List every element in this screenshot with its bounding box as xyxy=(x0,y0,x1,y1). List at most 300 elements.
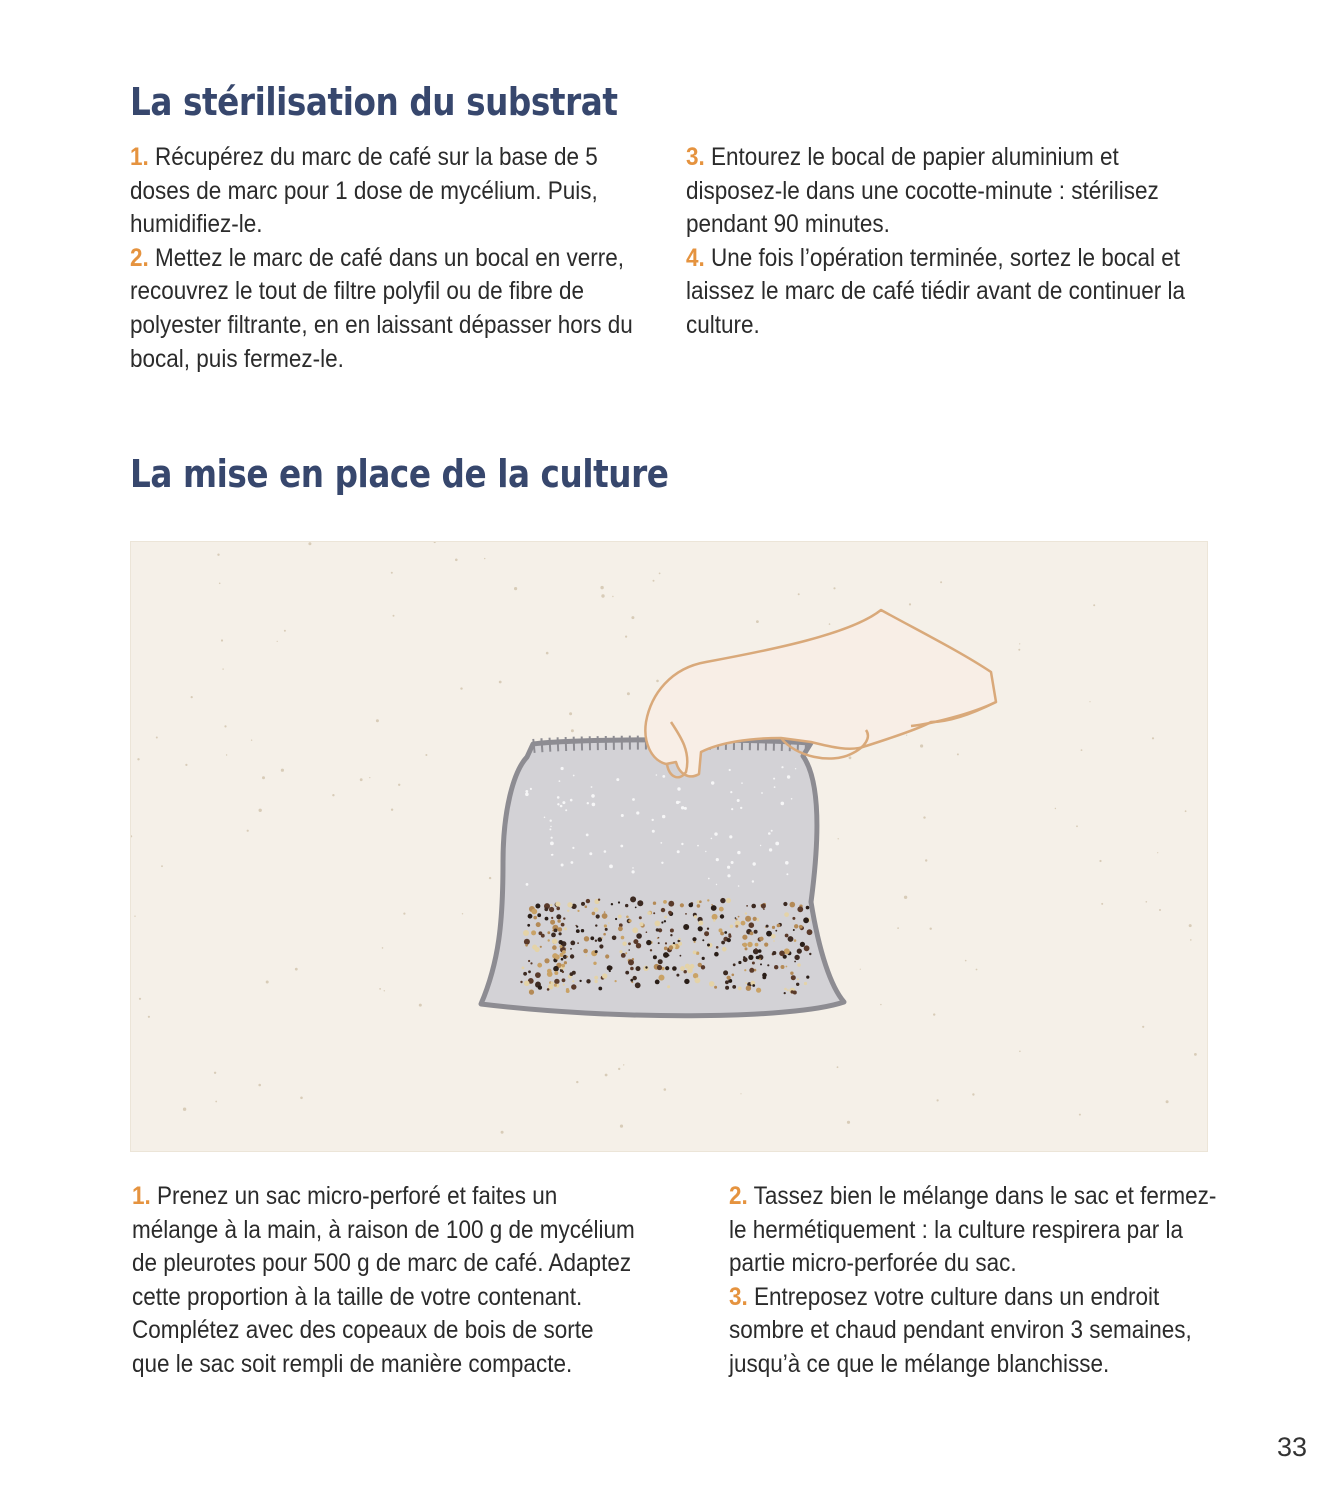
step-number: 1. xyxy=(132,1182,151,1210)
coffee-particle xyxy=(583,949,588,954)
coffee-particle xyxy=(806,976,809,979)
coffee-particle xyxy=(633,976,637,980)
coffee-particle xyxy=(774,965,778,969)
coffee-particle xyxy=(784,912,789,917)
coffee-particle xyxy=(559,940,563,944)
paper-speckle xyxy=(183,1108,186,1111)
paper-speckle xyxy=(1185,810,1187,812)
coffee-particle xyxy=(732,974,735,977)
paper-speckle xyxy=(214,1072,216,1074)
bag-perforation xyxy=(697,845,699,847)
paper-speckle xyxy=(1166,1100,1169,1103)
paper-speckle xyxy=(137,758,139,760)
coffee-particle xyxy=(560,945,563,948)
paper-speckle xyxy=(219,583,221,585)
paper-speckle xyxy=(909,603,911,605)
paper-speckle xyxy=(161,865,163,867)
coffee-particle xyxy=(775,930,777,932)
coffee-particle xyxy=(747,942,752,947)
paper-speckle xyxy=(1019,643,1020,644)
bag-perforation xyxy=(738,885,740,887)
coffee-particle xyxy=(683,924,689,930)
coffee-particle xyxy=(594,907,599,912)
coffee-particle xyxy=(697,904,701,908)
paper-speckle xyxy=(1142,1026,1144,1028)
paper-speckle xyxy=(880,1004,881,1005)
coffee-particle xyxy=(752,962,755,965)
coffee-particle xyxy=(745,982,747,984)
coffee-particle xyxy=(547,969,552,974)
coffee-particle xyxy=(690,964,695,969)
coffee-particle xyxy=(794,961,796,963)
coffee-particle xyxy=(567,902,572,907)
step-item xyxy=(130,141,648,242)
coffee-particle xyxy=(636,933,642,939)
bag-perforation xyxy=(711,781,714,784)
coffee-particle xyxy=(689,903,694,908)
bag-perforation xyxy=(729,769,731,771)
bag-perforation xyxy=(586,834,589,837)
bag-perforation xyxy=(550,820,552,822)
coffee-particle xyxy=(676,974,679,977)
coffee-particle xyxy=(746,986,751,991)
bag-perforation xyxy=(571,861,574,864)
coffee-particle xyxy=(618,901,620,903)
bag-perforation xyxy=(656,774,658,776)
paper-speckle xyxy=(262,776,265,779)
coffee-particle xyxy=(554,984,557,987)
coffee-particle xyxy=(630,967,634,971)
paper-speckle xyxy=(217,554,219,556)
coffee-particle xyxy=(664,920,666,922)
paper-speckle xyxy=(419,1004,422,1007)
bag-perforation xyxy=(620,845,623,848)
paper-speckle xyxy=(156,737,158,739)
paper-speckle xyxy=(139,998,141,1000)
coffee-particle xyxy=(714,986,717,989)
coffee-particle xyxy=(655,980,660,985)
coffee-particle xyxy=(551,933,556,938)
coffee-particle xyxy=(595,950,598,953)
bag-perforation xyxy=(591,794,595,798)
coffee-particle xyxy=(528,970,531,973)
step-item xyxy=(130,242,648,376)
step-text: Entourez le bocal de papier aluminium et disposez-le dans une cocotte-minute : stérilisez pendant 90 minutes. xyxy=(686,143,1159,239)
coffee-particle xyxy=(595,924,597,926)
bag-perforation xyxy=(661,862,663,864)
section-title-culture: La mise en place de la culture xyxy=(130,452,669,496)
bag-perforation xyxy=(561,864,564,867)
sterilisation-column-left xyxy=(130,141,648,376)
coffee-particle xyxy=(524,939,530,945)
bag-perforation xyxy=(731,808,733,810)
bag-perforation xyxy=(730,791,732,793)
culture-column-left xyxy=(132,1180,636,1382)
bag-perforation xyxy=(729,835,732,838)
coffee-particle xyxy=(646,931,648,933)
coffee-particle xyxy=(576,929,580,933)
bag-perforation xyxy=(550,826,551,827)
coffee-particle xyxy=(762,973,767,978)
coffee-particle xyxy=(777,924,781,928)
coffee-particle xyxy=(720,914,724,918)
step-item xyxy=(729,1180,1224,1281)
coffee-particle xyxy=(562,978,566,982)
coffee-particle xyxy=(615,980,617,982)
paper-speckle xyxy=(1081,749,1083,751)
coffee-particle xyxy=(796,983,799,986)
paper-speckle xyxy=(576,1081,578,1083)
coffee-particle xyxy=(619,950,622,953)
coffee-particle xyxy=(741,921,746,926)
bag-perforation xyxy=(791,798,793,800)
coffee-particle xyxy=(637,900,643,906)
coffee-particle xyxy=(577,942,579,944)
bag-perforation xyxy=(662,775,665,778)
coffee-particle xyxy=(758,949,762,953)
bag-perforation xyxy=(609,865,613,869)
paper-speckle xyxy=(920,744,923,747)
paper-speckle xyxy=(251,740,252,741)
bag-perforation xyxy=(525,793,529,797)
coffee-particle xyxy=(792,917,795,920)
coffee-particle xyxy=(742,935,747,940)
paper-speckle xyxy=(281,769,284,772)
coffee-particle xyxy=(684,970,687,973)
coffee-particle xyxy=(724,931,727,934)
coffee-particle xyxy=(685,964,690,969)
coffee-particle xyxy=(557,919,560,922)
coffee-particle xyxy=(781,965,785,969)
coffee-particle xyxy=(531,909,537,915)
bag-perforation xyxy=(632,870,635,873)
coffee-particle xyxy=(785,934,789,938)
coffee-particle xyxy=(664,947,668,951)
paper-speckle xyxy=(798,593,800,595)
bag-perforation xyxy=(621,814,624,817)
coffee-particle xyxy=(609,970,611,972)
coffee-particle xyxy=(749,922,755,928)
paper-speckle xyxy=(930,928,932,930)
coffee-particle xyxy=(794,939,797,942)
bag-perforation xyxy=(708,878,710,880)
paper-speckle xyxy=(1093,604,1095,606)
coffee-particle xyxy=(749,968,754,973)
coffee-particle xyxy=(549,907,554,912)
coffee-particle xyxy=(523,972,527,976)
coffee-particle xyxy=(581,929,584,932)
paper-speckle xyxy=(462,913,463,914)
coffee-particle xyxy=(663,900,667,904)
coffee-particle xyxy=(552,939,558,945)
step-text: Une fois l’opération terminée, sortez le bocal et laissez le marc de café tiédir avant de continuer la culture. xyxy=(686,243,1186,339)
coffee-particle xyxy=(541,934,545,938)
coffee-particle xyxy=(764,943,768,947)
step-text: Prenez un sac micro-perforé et faites un mélange à la main, à raison de 100 g de mycélium de pleurotes pour 500 g de marc de café. Adaptez cette proportion à la taille de votre contenant. Complétez avec des copeaux de bois de sorte que le sac soit rempli de manière compacte. xyxy=(132,1182,635,1378)
coffee-particle xyxy=(661,908,665,912)
coffee-particle xyxy=(581,902,585,906)
bag-perforation xyxy=(727,874,730,877)
coffee-particle xyxy=(630,979,633,982)
coffee-particle xyxy=(615,918,617,920)
coffee-particle xyxy=(625,904,628,907)
coffee-particle xyxy=(744,969,746,971)
paper-speckle xyxy=(499,681,502,684)
coffee-particle xyxy=(533,916,537,920)
coffee-particle xyxy=(804,982,807,985)
paper-speckle xyxy=(625,636,627,638)
coffee-particle xyxy=(524,981,530,987)
coffee-particle xyxy=(618,915,622,919)
coffee-particle xyxy=(525,944,528,947)
paper-speckle xyxy=(756,620,759,623)
coffee-particle xyxy=(783,902,787,906)
bag-perforation xyxy=(604,850,607,853)
coffee-particle xyxy=(563,917,565,919)
paper-speckle xyxy=(656,680,659,683)
coffee-particle xyxy=(766,925,769,928)
step-number: 3. xyxy=(686,143,705,171)
coffee-particle xyxy=(575,925,577,927)
coffee-particle xyxy=(585,955,587,957)
paper-speckle xyxy=(937,1099,939,1101)
coffee-particle xyxy=(772,926,775,929)
coffee-particle xyxy=(788,936,794,942)
paper-speckle xyxy=(965,960,967,962)
coffee-particle xyxy=(570,941,575,946)
culture-column-right xyxy=(729,1180,1224,1382)
coffee-particle xyxy=(669,945,674,950)
paper-speckle xyxy=(1189,924,1192,927)
paper-speckle xyxy=(838,838,839,839)
paper-speckle xyxy=(489,877,491,879)
coffee-particle xyxy=(670,929,674,933)
paper-speckle xyxy=(664,1088,667,1091)
coffee-particle xyxy=(636,943,641,948)
paper-speckle xyxy=(1101,903,1103,905)
paper-speckle xyxy=(906,735,907,736)
bag-perforation xyxy=(544,817,546,819)
bag-perforation xyxy=(741,782,743,784)
coffee-particle xyxy=(556,907,560,911)
coffee-particle xyxy=(751,904,756,909)
page-number: 33 xyxy=(1276,1432,1307,1462)
bag-perforation xyxy=(551,837,553,839)
coffee-particle xyxy=(551,917,553,919)
coffee-particle xyxy=(559,932,562,935)
coffee-particle xyxy=(766,931,772,937)
paper-speckle xyxy=(222,668,223,669)
paper-speckle xyxy=(226,754,227,755)
coffee-particle xyxy=(520,981,522,983)
coffee-particle xyxy=(570,972,574,976)
coffee-particle xyxy=(590,936,594,940)
bag-perforation xyxy=(677,850,680,853)
coffee-particle xyxy=(621,953,626,958)
coffee-particle xyxy=(531,930,536,935)
paper-speckle xyxy=(601,594,604,597)
bag-perforation xyxy=(740,807,742,809)
bag-perforation xyxy=(662,815,665,818)
coffee-particle xyxy=(550,904,552,906)
coffee-particle xyxy=(540,946,542,948)
paper-speckle xyxy=(221,639,223,641)
coffee-particle xyxy=(528,914,533,919)
paper-speckle xyxy=(933,1013,935,1015)
coffee-particle xyxy=(607,965,612,970)
coffee-particle xyxy=(719,907,724,912)
coffee-particle xyxy=(704,931,709,936)
coffee-particle xyxy=(636,966,641,971)
coffee-particle xyxy=(756,988,761,993)
paper-speckle xyxy=(484,558,485,559)
coffee-particle xyxy=(603,933,606,936)
paper-speckle xyxy=(360,778,363,781)
bag-perforation xyxy=(716,858,719,861)
bag-perforation xyxy=(727,866,730,869)
paper-speckle xyxy=(185,764,187,766)
paper-speckle xyxy=(1152,737,1154,739)
coffee-particle xyxy=(650,949,652,951)
coffee-particle xyxy=(738,961,741,964)
coffee-particle xyxy=(656,928,659,931)
paper-speckle xyxy=(837,1066,839,1068)
coffee-particle xyxy=(554,929,558,933)
bag-perforation xyxy=(565,809,567,811)
bag-perforation xyxy=(677,787,680,790)
bag-perforation xyxy=(560,805,563,808)
step-number: 2. xyxy=(130,243,149,272)
coffee-particle xyxy=(665,942,667,944)
paper-speckle xyxy=(904,896,907,899)
paper-speckle xyxy=(612,596,613,597)
coffee-particle xyxy=(699,900,702,903)
coffee-particle xyxy=(547,988,550,991)
coffee-particle xyxy=(745,916,751,922)
paper-speckle xyxy=(1159,909,1161,911)
coffee-particle xyxy=(555,902,560,907)
bag-perforation xyxy=(773,778,775,780)
coffee-particle xyxy=(712,914,718,920)
bag-perforation xyxy=(573,775,575,777)
paper-speckle xyxy=(1079,1114,1081,1116)
coffee-particle xyxy=(735,922,737,924)
paper-speckle xyxy=(1146,901,1148,903)
coffee-particle xyxy=(752,984,755,987)
paper-speckle xyxy=(398,784,400,786)
coffee-particle xyxy=(529,990,534,995)
coffee-particle xyxy=(658,942,660,944)
coffee-particle xyxy=(728,933,731,936)
paper-speckle xyxy=(259,809,262,812)
bag-perforation xyxy=(737,799,740,802)
coffee-particle xyxy=(554,979,559,984)
paper-speckle xyxy=(620,1125,623,1128)
bag-perforation xyxy=(676,801,679,804)
coffee-particle xyxy=(555,954,560,959)
coffee-particle xyxy=(771,934,776,939)
coffee-particle xyxy=(722,947,727,952)
bag-perforation xyxy=(716,884,717,885)
coffee-particle xyxy=(548,939,550,941)
bag-perforation xyxy=(679,801,681,803)
bag-perforation xyxy=(753,862,756,865)
coffee-particle xyxy=(626,916,629,919)
paper-speckle xyxy=(224,725,226,727)
paper-speckle xyxy=(940,581,942,583)
coffee-particle xyxy=(585,905,588,908)
coffee-particle xyxy=(547,931,550,934)
paper-speckle xyxy=(605,1074,608,1077)
paper-speckle xyxy=(277,641,278,642)
paper-speckle xyxy=(849,756,852,759)
bag-perforation xyxy=(681,843,683,845)
coffee-particle xyxy=(756,956,760,960)
coffee-particle xyxy=(528,960,530,962)
coffee-particle xyxy=(803,917,809,923)
bag-perforation xyxy=(549,828,551,830)
coffee-particle xyxy=(773,940,775,942)
coffee-particle xyxy=(698,921,703,926)
paper-speckle xyxy=(382,947,384,949)
coffee-particle xyxy=(564,961,567,964)
coffee-particle xyxy=(693,951,697,955)
coffee-particle xyxy=(560,953,564,957)
coffee-particle xyxy=(678,942,682,946)
coffee-particle xyxy=(753,917,757,921)
coffee-particle xyxy=(723,970,728,975)
coffee-particle xyxy=(767,964,769,966)
coffee-particle xyxy=(599,944,603,948)
bag-perforation xyxy=(570,799,573,802)
coffee-particle xyxy=(733,963,736,966)
coffee-particle xyxy=(544,958,549,963)
coffee-particle xyxy=(595,940,597,942)
paper-speckle xyxy=(455,559,458,562)
paper-speckle xyxy=(332,794,334,796)
coffee-particle xyxy=(809,953,811,955)
paper-speckle xyxy=(631,616,634,619)
coffee-particle xyxy=(745,947,748,950)
coffee-particle xyxy=(564,927,567,930)
coffee-particle xyxy=(800,942,805,947)
paper-speckle xyxy=(976,969,978,971)
coffee-particle xyxy=(602,913,608,919)
paper-speckle xyxy=(546,652,549,655)
paper-speckle xyxy=(434,542,436,543)
paper-speckle xyxy=(379,988,381,990)
bag-perforation xyxy=(711,838,713,840)
coffee-particle xyxy=(702,957,705,960)
step-text: Récupérez du marc de café sur la base de 5 doses de marc pour 1 dose de mycélium. Puis, humidifiez-le. xyxy=(130,143,598,239)
coffee-particle xyxy=(562,971,564,973)
coffee-particle xyxy=(653,955,657,959)
coffee-particle xyxy=(635,907,637,909)
coffee-particle xyxy=(612,936,617,941)
bag-perforation xyxy=(785,861,789,865)
paper-speckle xyxy=(600,586,603,589)
coffee-particle xyxy=(639,916,642,919)
paper-speckle xyxy=(1076,825,1078,827)
bag-perforation xyxy=(774,786,776,788)
paper-speckle xyxy=(833,587,835,589)
coffee-particle xyxy=(550,920,555,925)
step-text: Tassez bien le mélange dans le sac et fermez-le hermétiquement : la culture respirera par la partie micro-perforée du sac. xyxy=(729,1182,1217,1278)
hand-holding-bag-illustration xyxy=(131,542,1207,1151)
coffee-particle xyxy=(554,971,558,975)
coffee-particle xyxy=(653,912,655,914)
coffee-particle xyxy=(522,967,525,970)
